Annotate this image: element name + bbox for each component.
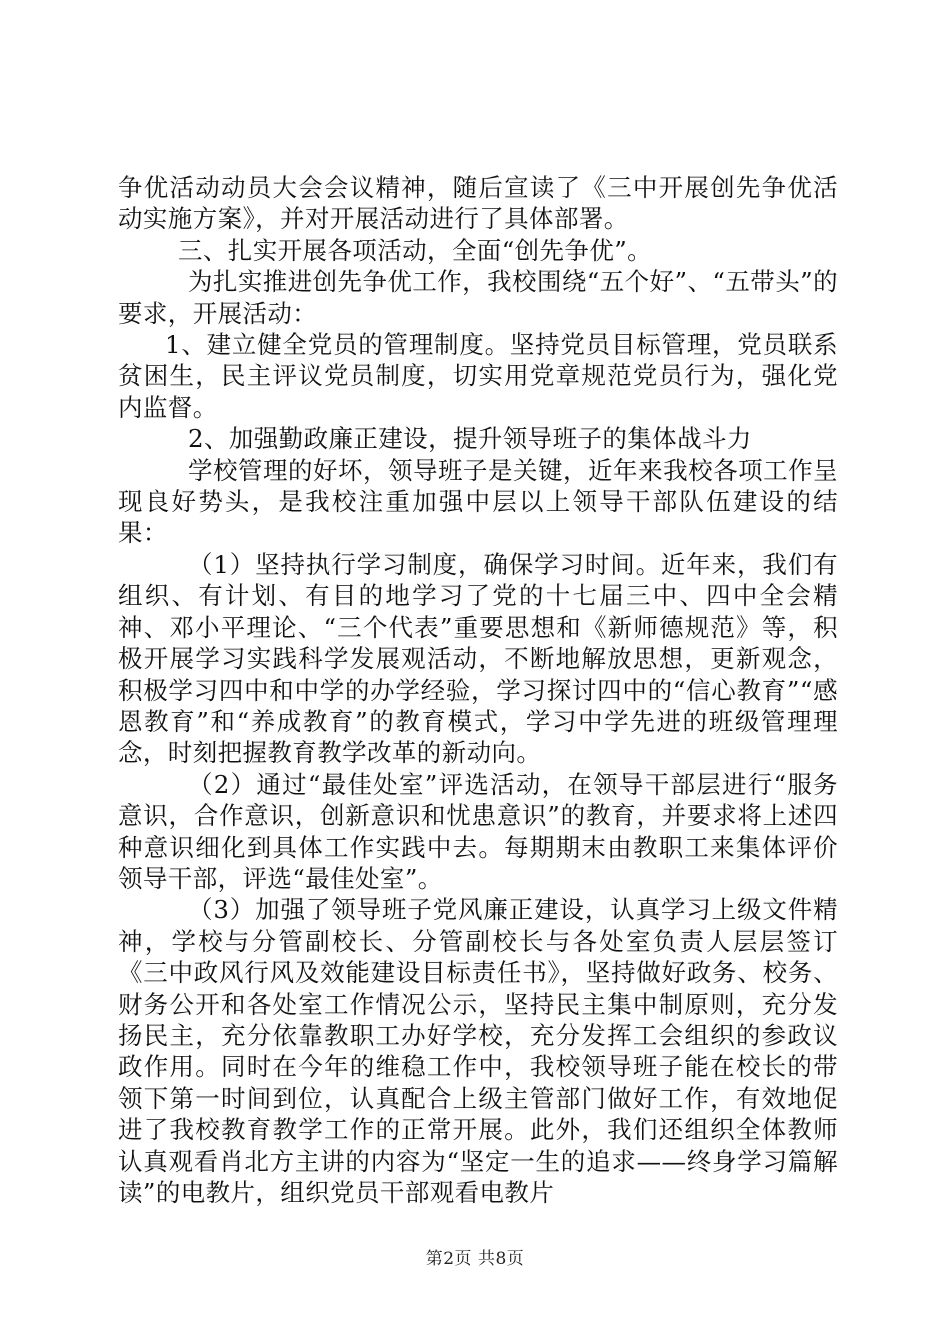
paragraph-intro: 为扎实推进创先争优工作，我校围绕“五个好”、“五带头”的要求，开展活动： — [118, 267, 838, 328]
sub-item-2: （2）通过“最佳处室”评选活动，在领导干部层进行“服务意识，合作意识，创新意识和忧患意识”的教育，并要求将上述四种意识细化到具体工作实践中去。每期期末由教职工来集体评价领导干部，评选“最佳处室”。 — [118, 769, 838, 893]
item-2: 2、加强勤政廉正建设，提升领导班子的集体战斗力 — [188, 424, 752, 454]
page-footer: 第2页 共8页 — [425, 1249, 525, 1269]
sub-item-1: （1）坚持执行学习制度，确保学习时间。近年来，我们有组织、有计划、有目的地学习了党的十七届三中、四中全会精神、邓小平理论、“三个代表”重要思想和《新师德规范》等，积极开展学习实践科学发展观活动，不断地解放思想，更新观念，积极学习四中和中学的办学经验，学习探讨四中的“信心教育”“感恩教育”和“养成教育”的教育模式，学习中学先进的班级管理理念，时刻把握教育教学改革的新动向。 — [118, 549, 838, 768]
document-body — [118, 172, 838, 1208]
item-1: 1、建立健全党员的管理制度。坚持党员目标管理，党员联系贫困生，民主评议党员制度，切实用党章规范党员行为，强化党内监督。 — [118, 330, 838, 422]
paragraph-leadership: 学校管理的好坏，领导班子是关键，近年来我校各项工作呈现良好势头，是我校注重加强中层以上领导干部队伍建设的结果： — [118, 455, 838, 548]
section-heading-3: 三、扎实开展各项活动，全面“创先争优”。 — [178, 235, 653, 265]
paragraph-continuation: 争优活动动员大会会议精神，随后宣读了《三中开展创先争优活动实施方案》，并对开展活动进行了具体部署。 — [118, 173, 838, 234]
sub-item-3: （3）加强了领导班子党风廉正建设，认真学习上级文件精神，学校与分管副校长、分管副校长与各处室负责人层层签订《三中政风行风及效能建设目标责任书》，坚持做好政务、校务、财务公开和各处室工作情况公示，坚持民主集中制原则，充分发扬民主，充分依靠教职工办好学校，充分发挥工会组织的参政议政作用。同时在今年的维稳工作中，我校领导班子能在校长的带领下第一时间到位，认真配合上级主管部门做好工作，有效地促进了我校教育教学工作的正常开展。此外，我们还组织全体教师认真观看肖北方主讲的内容为“坚定一生的追求——终身学习篇解读”的电教片，组织党员干部观看电教片 — [118, 895, 838, 1207]
